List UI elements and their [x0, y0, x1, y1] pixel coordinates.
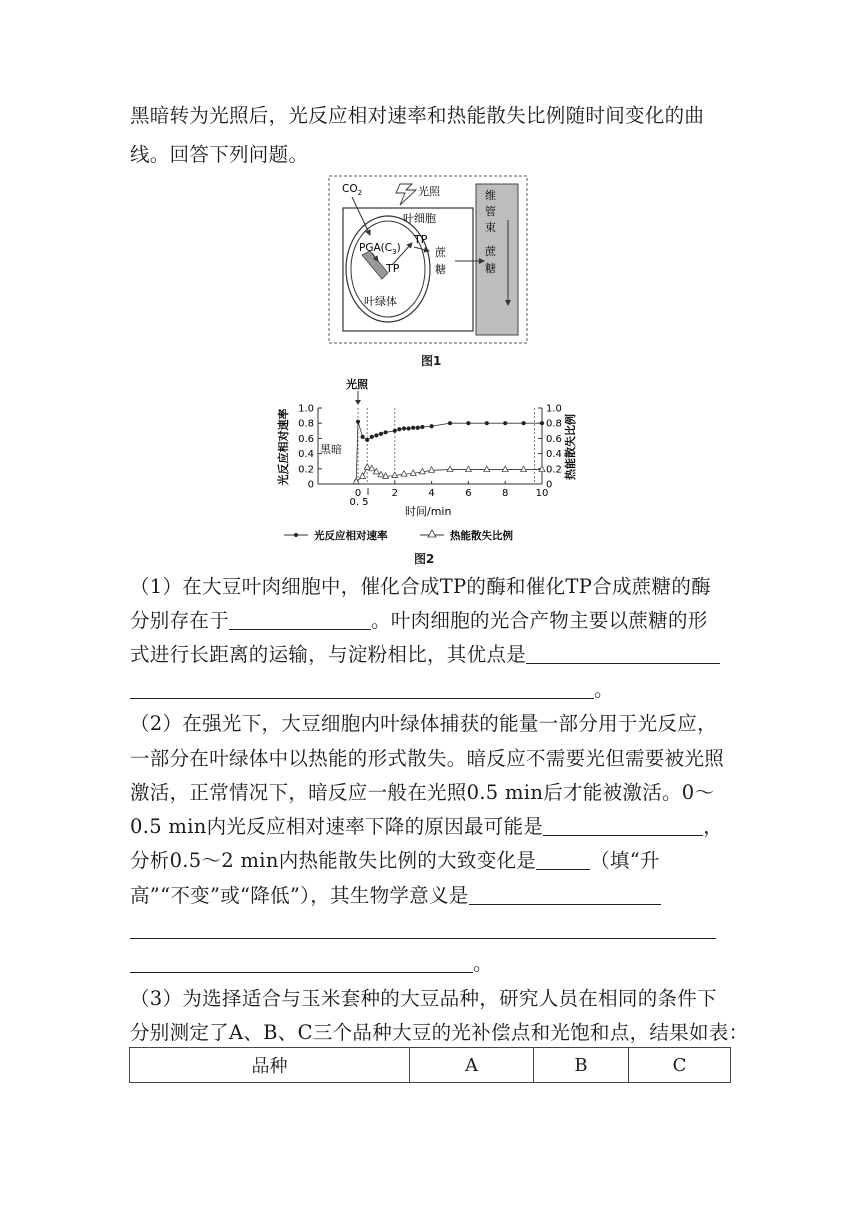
q2-answer-blank-3b[interactable] [130, 918, 716, 939]
rate-point-6 [379, 432, 383, 436]
figure-1-diagram [328, 175, 528, 345]
vascular-bundle [476, 184, 518, 335]
q3-line-1: （3）为选择适合与玉米套种的大豆品种，研究人员在相同的条件下 [130, 987, 717, 1010]
q2-line-8: 。 [130, 950, 493, 978]
y-tick-label-left: 0.4 [298, 449, 314, 461]
q1-line-3: 式进行长距离的运输，与淀粉相比，其优点是 [130, 641, 720, 669]
heat-point-14 [484, 466, 490, 472]
rate-point-14 [420, 425, 424, 429]
y-tick-label-right: 0.2 [546, 464, 562, 476]
rate-point-13 [416, 426, 420, 430]
x-axis-label: 时间/min [405, 505, 452, 518]
y-tick-label-left: 0.6 [298, 433, 314, 445]
y-tick-label-left: 1.0 [298, 403, 314, 415]
figure-1-caption: 图1 [421, 354, 442, 368]
rate-point-18 [485, 421, 489, 425]
q2-answer-blank-3c[interactable] [130, 952, 473, 973]
table-header-a: A [410, 1048, 534, 1083]
heat-point-1 [360, 473, 366, 479]
legend-rate-marker [294, 533, 298, 537]
leaf-cell-label: 叶细胞 [403, 212, 436, 225]
q1-answer-blank-1[interactable] [229, 609, 371, 630]
q1-answer-blank-2b[interactable] [130, 678, 594, 699]
heat-point-13 [465, 466, 471, 472]
sucrose-label-1b: 糖 [435, 263, 446, 276]
q2-line-4: 0.5 min内光反应相对速率下降的原因最可能是 ， [130, 815, 724, 838]
y-axis-right-label: 热能散失比例 [564, 414, 577, 480]
q2-answer-blank-2[interactable] [536, 849, 590, 870]
rate-point-7 [384, 430, 388, 434]
q1-line-4: 。 [130, 676, 614, 704]
q2-line-6: 高”“不变”或“降低”），其生物学意义是 [130, 882, 661, 910]
vascular-label-1: 维 [485, 189, 496, 202]
pga-label: $PGA(C_3)$ [359, 242, 401, 256]
rate-point-1 [356, 420, 360, 424]
rate-point-9 [397, 427, 401, 431]
legend-heat-label: 热能散失比例 [450, 530, 513, 542]
rate-point-21 [540, 421, 544, 425]
table-header-c: C [629, 1048, 731, 1083]
lightning-icon [396, 184, 416, 205]
q2-line-3: 激活，正常情况下，暗反应一般在光照0.5 min后才能被激活。0～ [130, 781, 715, 804]
series-line-0 [356, 422, 542, 481]
vascular-label-3: 束 [485, 221, 496, 234]
intro-line-2: 线。回答下列问题。 [130, 143, 309, 166]
variety-table [129, 1047, 731, 1083]
rate-point-12 [411, 426, 415, 430]
x-tick-label: 8 [502, 488, 509, 499]
figure-2-chart [270, 375, 590, 547]
rate-point-2 [361, 435, 365, 439]
q2-line-2: 一部分在叶绿体中以热能的形式散失。暗反应不需要光但需要被光照 [130, 747, 725, 770]
heat-point-16 [521, 466, 527, 472]
heat-point-12 [447, 466, 453, 472]
y-tick-label-right: 0.8 [546, 418, 562, 430]
rate-point-5 [374, 433, 378, 437]
q1-line-2: 分别存在于 。叶肉细胞的光合产物主要以蔗糖的形 [130, 609, 708, 632]
x-tick-label: 6 [465, 488, 472, 499]
rate-point-8 [393, 429, 397, 433]
y-tick-label-left: 0.8 [298, 418, 314, 430]
x-tick-label: 0 [354, 488, 362, 499]
q1-answer-blank-2a[interactable] [526, 643, 720, 664]
table-header-row [130, 1048, 731, 1083]
x-tick-label: 4 [428, 488, 435, 499]
light-label: 光照 [418, 185, 440, 198]
legend-rate-label: 光反应相对速率 [314, 530, 388, 542]
heat-point-8 [401, 471, 407, 477]
y-tick-label-right: 0.4 [546, 449, 562, 461]
rate-point-4 [370, 435, 374, 439]
rate-point-10 [402, 426, 406, 430]
dark-label: 黑暗 [320, 443, 342, 456]
tp-outer-label: TP [414, 233, 428, 246]
heat-point-2 [364, 464, 370, 470]
y-tick-label-right: 0 [546, 479, 553, 491]
q2-answer-blank-3a[interactable] [469, 884, 661, 905]
rate-point-11 [407, 426, 411, 430]
y-tick-label-left: 0 [307, 479, 314, 491]
rate-point-17 [466, 421, 470, 425]
table-header-b: B [534, 1048, 629, 1083]
tp-inner-label: TP [386, 262, 400, 275]
x-tick-label: 10 [535, 488, 549, 499]
q2-answer-blank-1[interactable] [543, 815, 703, 836]
rate-point-19 [503, 421, 507, 425]
legend-heat-marker [428, 530, 436, 537]
y-tick-label-right: 1.0 [546, 403, 562, 415]
sucrose-label-2b: 糖 [485, 262, 496, 275]
q2-line-1: （2）在强光下，大豆细胞内叶绿体捕获的能量一部分用于光反应， [130, 712, 717, 735]
table-header-variety: 品种 [130, 1048, 410, 1083]
x-tick-label: 2 [391, 488, 398, 499]
q3-line-2: 分别测定了A、B、C三个品种大豆的光补偿点和光饱和点，结果如表： [130, 1021, 749, 1044]
rate-point-15 [430, 424, 434, 428]
q2-line-7 [130, 916, 716, 944]
tick-label-0-5: 0. 5 [349, 497, 369, 508]
vascular-label-2: 管 [485, 205, 496, 218]
q2-line-5: 分析0.5～2 min内热能散失比例的大致变化是 （填“升 [130, 849, 660, 872]
sucrose-label-1a: 蔗 [435, 246, 446, 259]
y-tick-label-right: 0.6 [546, 433, 562, 445]
q1-line-1: （1）在大豆叶肉细胞中，催化合成TP的酶和催化TP合成蔗糖的酶 [130, 575, 711, 598]
rate-point-20 [522, 421, 526, 425]
rate-point-16 [448, 421, 452, 425]
light-on-label: 光照 [346, 378, 368, 391]
figure-2-caption: 图2 [414, 552, 435, 566]
sucrose-label-2a: 蔗 [485, 245, 496, 258]
rate-point-3 [365, 438, 369, 442]
chloroplast-label: 叶绿体 [364, 295, 397, 308]
y-tick-label-left: 0.2 [298, 464, 314, 476]
heat-point-11 [429, 467, 435, 473]
co2-label: $CO_2$ [342, 183, 363, 197]
y-axis-left-label: 光反应相对速率 [277, 408, 290, 486]
intro-line-1: 黑暗转为光照后，光反应相对速率和热能散失比例随时间变化的曲 [130, 104, 705, 127]
heat-point-15 [502, 466, 508, 472]
